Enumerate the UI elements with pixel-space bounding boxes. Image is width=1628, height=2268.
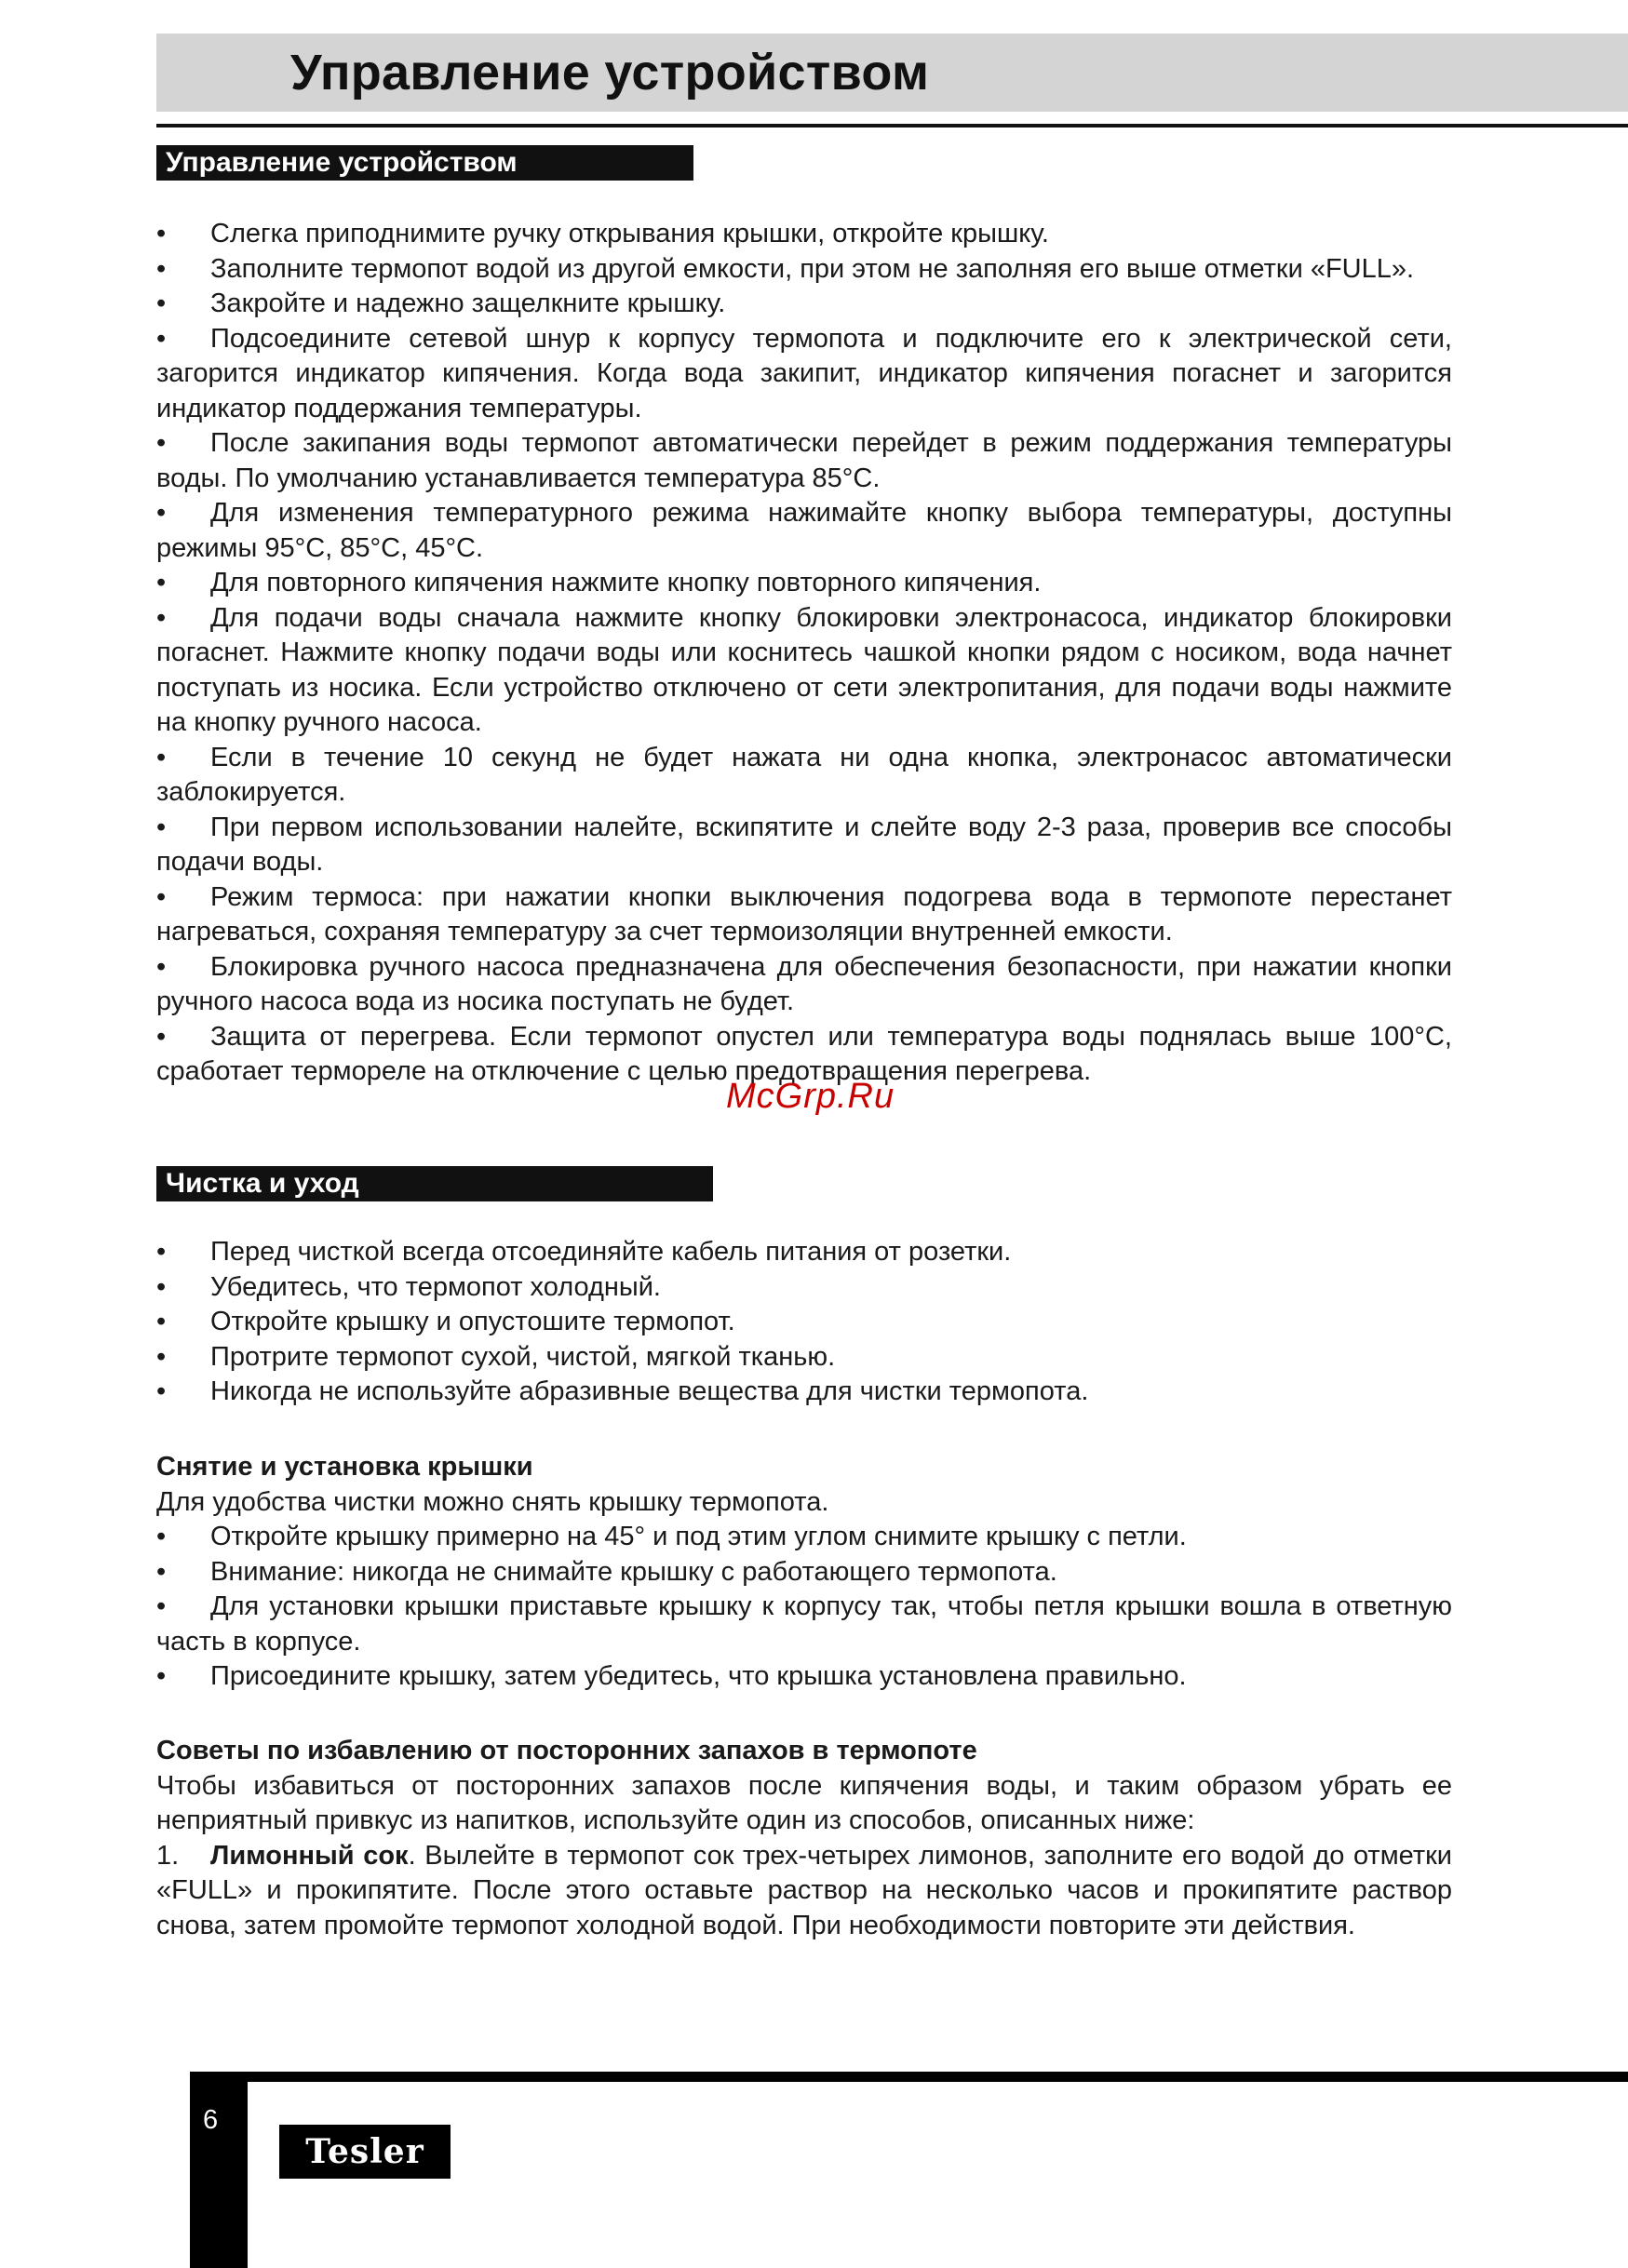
operation-list-block [156,217,1452,1090]
odor-heading: Советы по избавлению от посторонних запахов в термопоте [156,1736,977,1765]
operation-item [156,811,1452,880]
lid-intro: Для удобства чистки можно снять крышку термопота. [156,1486,829,1517]
cleaning-list [156,1235,1452,1410]
list-item-text: Внимание: никогда не снимайте крышку с работающего термопота. [210,1556,1057,1587]
operation-item [156,741,1452,811]
list-item-text: Перед чисткой всегда отсоединяйте кабель питания от розетки. [210,1237,1012,1267]
cleaning-item [156,1270,1452,1306]
cleaning-item [156,1235,1452,1270]
logo-text: Tesler [305,2132,424,2171]
cleaning-item [156,1375,1452,1410]
bullet-icon: • [156,602,167,633]
bullet-icon: • [156,812,167,842]
section-heading-cleaning: Чистка и уход [156,1166,713,1201]
list-item-text: Для изменения температурного режима нажимайте кнопку выбора температуры, доступны режимы 95°С, 85°С, 45°С. [156,498,1452,563]
list-item-text: Блокировка ручного насоса предназначена для обеспечения безопасности, при нажатии кнопки ручного насоса вода из носика поступать не будет. [156,951,1452,1016]
bullet-icon: • [156,1522,167,1551]
lid-list [156,1520,1452,1695]
operation-item [156,426,1452,496]
bullet-icon: • [156,568,167,597]
list-item-text: Откройте крышку примерно на 45° и под этим углом снимите крышку с петли. [210,1522,1187,1551]
bullet-icon: • [156,1556,167,1587]
title-rule [156,124,1628,127]
operation-item [156,880,1452,950]
list-item-text: Закройте и надежно защелкните крышку. [210,289,726,318]
lid-item [156,1590,1452,1659]
list-item-text: Для установки крышки приставьте крышку к корпусу так, чтобы петля крышки вошла в ответную часть в корпусе. [156,1591,1452,1657]
lid-item [156,1659,1452,1695]
operation-item [156,950,1452,1020]
step-number: 1. [156,1840,180,1871]
odor-step [156,1839,1452,1944]
bullet-icon: • [156,881,167,912]
bullet-icon: • [156,498,167,528]
list-item-text: Для подачи воды сначала нажмите кнопку блокировки электронасоса, индикатор блокировки погаснет. Нажмите кнопку подачи воды или коснитесь чашкой кнопки рядом с носиком, вода начнет поступать из носика. Если устройство отключено от сети электропитания, для подачи воды нажмите на кнопку ручного насоса. [156,602,1452,737]
title-bar [156,34,1628,112]
bullet-icon: • [156,219,167,248]
tesler-logo [279,2125,451,2179]
list-item-text: Убедитесь, что термопот холодный. [210,1271,661,1302]
list-item-text: Защита от перегрева. Если термопот опустел или температура воды поднялась выше 100°С, сработает термореле на отключение с целью предотвращения перегрева. [156,1021,1452,1086]
bullet-icon: • [156,742,167,772]
bullet-icon: • [156,1307,167,1336]
lid-item [156,1555,1452,1590]
lid-heading: Снятие и установка крышки [156,1452,533,1482]
watermark: McGrp.Ru [726,1077,895,1116]
bullet-icon: • [156,1661,167,1691]
list-item-text: Слегка приподнимите ручку открывания крышки, откройте крышку. [210,219,1049,248]
list-item-text: Никогда не используйте абразивные вещества для чистки термопота. [210,1376,1089,1406]
odor-intro: Чтобы избавиться от посторонних запахов после кипячения воды, и таким образом убрать ее неприятный привкус из напитков, используйте один из способов, описанных ниже: [156,1770,1452,1835]
operation-list [156,217,1452,1090]
list-item-text: Для повторного кипячения нажмите кнопку повторного кипячения. [210,568,1042,597]
operation-item [156,601,1452,741]
operation-item [156,496,1452,566]
lid-section [156,1450,1452,1695]
bullet-icon: • [156,1341,167,1372]
step-title: Лимонный сок [210,1840,409,1871]
operation-item [156,217,1452,252]
bullet-icon: • [156,1271,167,1302]
list-item-text: Откройте крышку и опустошите термопот. [210,1307,735,1336]
bullet-icon: • [156,1376,167,1406]
bullet-icon: • [156,951,167,982]
operation-item [156,287,1452,322]
bullet-icon: • [156,1237,167,1267]
bullet-icon: • [156,428,167,458]
bullet-icon: • [156,289,167,318]
page-title: Управление устройством [290,45,930,101]
operation-item [156,566,1452,601]
odor-steps [156,1839,1452,1944]
bullet-icon: • [156,323,167,354]
cleaning-item [156,1305,1452,1340]
bullet-icon: • [156,1591,167,1621]
lid-item [156,1520,1452,1555]
list-item-text: Подсоедините сетевой шнур к корпусу термопота и подключите его к электрической сети, загорится индикатор кипячения. Когда вода закипит, индикатор кипячения погаснет и загорится индикатор поддержания температуры. [156,323,1452,423]
list-item-text: Режим термоса: при нажатии кнопки выключения подогрева вода в термопоте перестанет нагреваться, сохраняя температуру за счет термоизоляции внутренней емкости. [156,881,1452,946]
bullet-icon: • [156,1021,167,1052]
list-item-text: После закипания воды термопот автоматически перейдет в режим поддержания температуры воды. По умолчанию устанавливается температура 85°С. [156,428,1452,493]
footer-side-bar [190,2072,248,2268]
list-item-text: Заполните термопот водой из другой емкости, при этом не заполняя его выше отметки «FULL». [210,253,1415,284]
cleaning-list-block [156,1235,1452,1410]
cleaning-item [156,1340,1452,1376]
list-item-text: Если в течение 10 секунд не будет нажата ни одна кнопка, электронасос автоматически заблокируется. [156,742,1452,807]
operation-item [156,322,1452,427]
list-item-text: Протрите термопот сухой, чистой, мягкой тканью. [210,1341,836,1372]
section-heading-operation: Управление устройством [156,145,693,181]
list-item-text: При первом использовании налейте, вскипятите и слейте воду 2-3 раза, проверив все способы подачи воды. [156,812,1452,877]
page-number: 6 [203,2105,219,2135]
operation-item [156,252,1452,288]
odor-section [156,1734,1452,1943]
step-text: . Вылейте в термопот сок трех-четырех лимонов, заполните его водой до отметки «FULL» и прокипятите. После этого оставьте раствор на несколько часов и прокипятите раствор снова, затем промойте термопот холодной водой. При необходимости повторите эти действия. [156,1840,1452,1940]
bullet-icon: • [156,253,167,284]
list-item-text: Присоедините крышку, затем убедитесь, что крышка установлена правильно. [210,1661,1187,1691]
footer-rule [190,2072,1628,2082]
